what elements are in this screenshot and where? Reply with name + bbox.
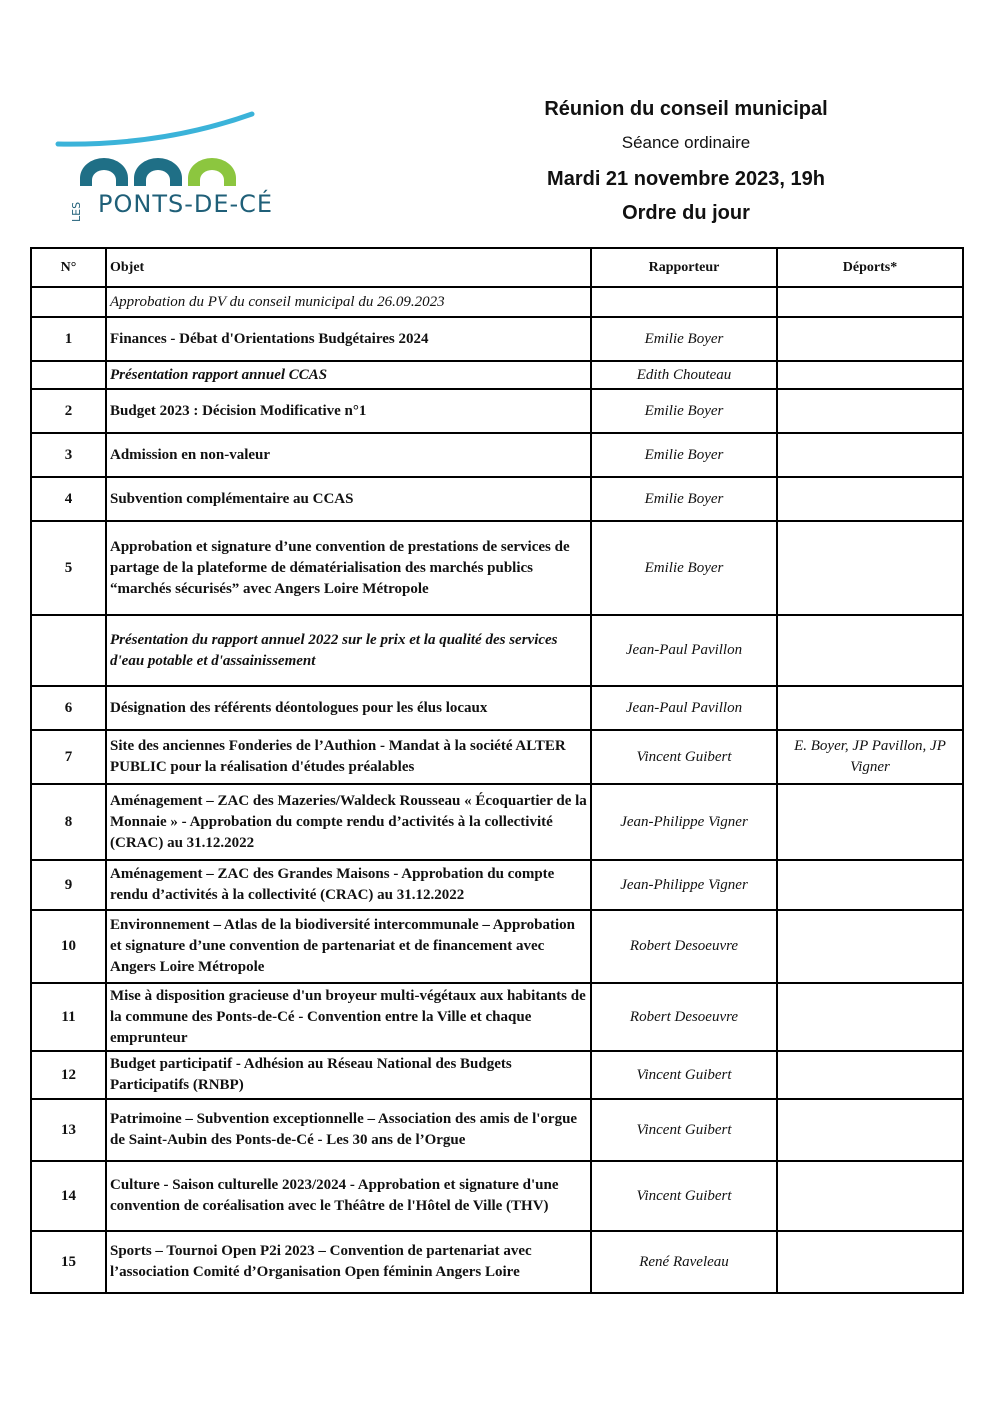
row-rapporteur: Emilie Boyer — [591, 389, 777, 433]
table-header-row — [31, 248, 963, 287]
table-row — [31, 1231, 963, 1293]
table-row — [31, 361, 963, 389]
row-rapporteur — [591, 287, 777, 317]
row-deports — [777, 1051, 963, 1099]
table-row — [31, 686, 963, 730]
row-number: 6 — [31, 686, 106, 730]
row-deports — [777, 1161, 963, 1231]
row-deports — [777, 389, 963, 433]
table-row — [31, 389, 963, 433]
meeting-title: Réunion du conseil municipal — [544, 98, 828, 120]
row-objet: Désignation des référents déontologues pour les élus locaux — [106, 686, 591, 730]
row-deports: E. Boyer, JP Pavillon, JP Vigner — [777, 730, 963, 784]
row-number: 9 — [31, 860, 106, 910]
row-objet: Site des anciennes Fonderies de l’Authion - Mandat à la société ALTER PUBLIC pour la réalisation d'études préalables — [106, 730, 591, 784]
table-row — [31, 615, 963, 686]
row-rapporteur: Emilie Boyer — [591, 433, 777, 477]
row-deports — [777, 477, 963, 521]
table-row — [31, 477, 963, 521]
row-deports — [777, 1231, 963, 1293]
row-rapporteur: Emilie Boyer — [591, 317, 777, 361]
row-objet: Mise à disposition gracieuse d'un broyeur multi-végétaux aux habitants de la commune des Ponts-de-Cé - Convention entre la Ville et chaque emprunteur — [106, 983, 591, 1051]
agenda-title: Ordre du jour — [622, 202, 750, 224]
row-rapporteur: Vincent Guibert — [591, 1099, 777, 1161]
logo-text: PONTS-DE-CÉ — [98, 190, 274, 218]
row-rapporteur: Edith Chouteau — [591, 361, 777, 389]
row-rapporteur: Emilie Boyer — [591, 477, 777, 521]
session-type: Séance ordinaire — [621, 133, 751, 152]
row-deports — [777, 784, 963, 860]
row-number: 14 — [31, 1161, 106, 1231]
col-header-deports: Déports* — [777, 248, 963, 287]
row-deports — [777, 521, 963, 615]
table-row — [31, 860, 963, 910]
agenda-body — [31, 287, 963, 1293]
row-objet: Présentation rapport annuel CCAS — [106, 361, 591, 389]
row-number: 5 — [31, 521, 106, 615]
row-number: 8 — [31, 784, 106, 860]
row-number: 12 — [31, 1051, 106, 1099]
row-deports — [777, 1099, 963, 1161]
row-deports — [777, 615, 963, 686]
row-deports — [777, 317, 963, 361]
row-rapporteur: Jean-Paul Pavillon — [591, 615, 777, 686]
row-number: 15 — [31, 1231, 106, 1293]
row-number: 11 — [31, 983, 106, 1051]
row-rapporteur: Vincent Guibert — [591, 1051, 777, 1099]
table-row — [31, 1161, 963, 1231]
row-rapporteur: Jean-Philippe Vigner — [591, 784, 777, 860]
table-row — [31, 317, 963, 361]
col-header-rapporteur: Rapporteur — [591, 248, 777, 287]
row-objet: Budget participatif - Adhésion au Réseau National des Budgets Participatifs (RNBP) — [106, 1051, 591, 1099]
row-number — [31, 287, 106, 317]
row-deports — [777, 287, 963, 317]
row-number: 3 — [31, 433, 106, 477]
table-row — [31, 433, 963, 477]
row-rapporteur: Vincent Guibert — [591, 730, 777, 784]
col-header-no: N° — [31, 248, 106, 287]
row-rapporteur: Vincent Guibert — [591, 1161, 777, 1231]
row-deports — [777, 686, 963, 730]
row-objet: Présentation du rapport annuel 2022 sur le prix et la qualité des services d'eau potable et d'assainissement — [106, 615, 591, 686]
row-number: 13 — [31, 1099, 106, 1161]
table-row — [31, 983, 963, 1051]
row-objet: Aménagement – ZAC des Mazeries/Waldeck Rousseau « Écoquartier de la Monnaie » - Approbation du compte rendu d’activités à la collectivité (CRAC) au 31.12.2022 — [106, 784, 591, 860]
row-number: 1 — [31, 317, 106, 361]
table-row — [31, 730, 963, 784]
row-objet: Environnement – Atlas de la biodiversité intercommunale – Approbation et signature d’une convention de partenariat et de financement avec Angers Loire Métropole — [106, 910, 591, 983]
row-objet: Budget 2023 : Décision Modificative n°1 — [106, 389, 591, 433]
row-deports — [777, 860, 963, 910]
row-number — [31, 615, 106, 686]
row-number: 2 — [31, 389, 106, 433]
logo-mark-icon — [52, 108, 262, 188]
meeting-date: Mardi 21 novembre 2023, 19h — [547, 168, 825, 190]
row-objet: Patrimoine – Subvention exceptionnelle – Association des amis de l'orgue de Saint-Aubin des Ponts-de-Cé - Les 30 ans de l’Orgue — [106, 1099, 591, 1161]
row-deports — [777, 433, 963, 477]
row-deports — [777, 910, 963, 983]
col-header-objet: Objet — [106, 248, 591, 287]
row-rapporteur: René Raveleau — [591, 1231, 777, 1293]
row-objet: Sports – Tournoi Open P2i 2023 – Convention de partenariat avec l’association Comité d’Organisation Open féminin Angers Loire — [106, 1231, 591, 1293]
table-row — [31, 910, 963, 983]
row-objet: Admission en non-valeur — [106, 433, 591, 477]
row-objet: Approbation du PV du conseil municipal du 26.09.2023 — [106, 287, 591, 317]
logo-prefix: LES — [70, 201, 83, 222]
row-rapporteur: Robert Desoeuvre — [591, 910, 777, 983]
row-objet: Aménagement – ZAC des Grandes Maisons - Approbation du compte rendu d’activités à la collectivité (CRAC) au 31.12.2022 — [106, 860, 591, 910]
row-number: 7 — [31, 730, 106, 784]
table-row — [31, 521, 963, 615]
table-row — [31, 784, 963, 860]
row-objet: Finances - Débat d'Orientations Budgétaires 2024 — [106, 317, 591, 361]
row-objet: Subvention complémentaire au CCAS — [106, 477, 591, 521]
row-rapporteur: Emilie Boyer — [591, 521, 777, 615]
table-row — [31, 1051, 963, 1099]
document-header — [500, 94, 872, 230]
row-deports — [777, 983, 963, 1051]
agenda-table — [30, 247, 964, 1294]
row-number: 10 — [31, 910, 106, 983]
row-objet: Approbation et signature d’une convention de prestations de services de partage de la plateforme de dématérialisation des marchés publics “marchés sécurisés” avec Angers Loire Métropole — [106, 521, 591, 615]
row-objet: Culture - Saison culturelle 2023/2024 - Approbation et signature d'une convention de coréalisation avec le Théâtre de l'Hôtel de Ville (THV) — [106, 1161, 591, 1231]
row-rapporteur: Jean-Philippe Vigner — [591, 860, 777, 910]
row-number: 4 — [31, 477, 106, 521]
row-rapporteur: Jean-Paul Pavillon — [591, 686, 777, 730]
table-row — [31, 1099, 963, 1161]
row-number — [31, 361, 106, 389]
row-rapporteur: Robert Desoeuvre — [591, 983, 777, 1051]
row-deports — [777, 361, 963, 389]
table-row — [31, 287, 963, 317]
